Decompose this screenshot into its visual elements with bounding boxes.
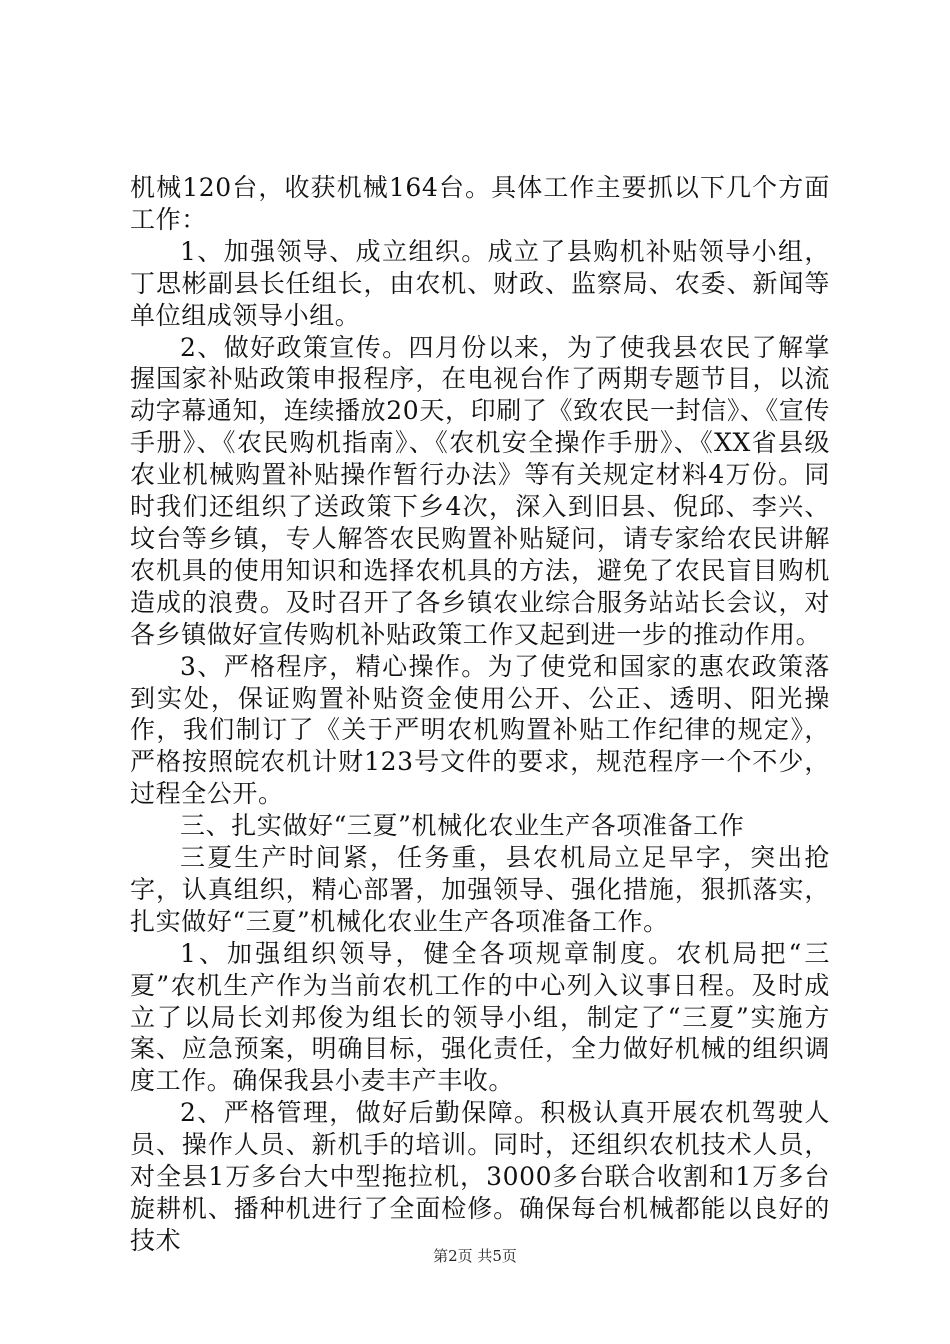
paragraph-organization: 1、加强组织领导，健全各项规章制度。农机局把“三夏”农机生产作为当前农机工作的中心列入议事日程。及时成立了以局长刘邦俊为组长的领导小组，制定了“三夏”实施方案、应急预案，明确目标，强化责任，全力做好机械的组织调度工作。确保我县小麦丰产丰收。 (130, 938, 830, 1096)
section-heading: 三、扎实做好“三夏”机械化农业生产各项准备工作 (180, 811, 745, 841)
document-body (130, 172, 830, 1257)
paragraph-logistics: 2、严格管理，做好后勤保障。积极认真开展农机驾驶人员、操作人员、新机手的培训。同时，还组织农机技术人员，对全县1万多台大中型拖拉机，3000多台联合收割和1万多台旋耕机、播种机进行了全面检修。确保每台机械都能以良好的技术 (130, 1098, 830, 1255)
paragraph-sanxia-intro: 三夏生产时间紧，任务重，县农机局立足早字，突出抢字，认真组织，精心部署，加强领导、强化措施，狠抓落实，扎实做好“三夏”机械化农业生产各项准备工作。 (130, 843, 830, 936)
paragraph-continuation: 机械120台，收获机械164台。具体工作主要抓以下几个方面工作： (130, 173, 830, 234)
paragraph-leadership: 1、加强领导、成立组织。成立了县购机补贴领导小组，丁思彬副县长任组长，由农机、财政、监察局、农委、新闻等单位组成领导小组。 (130, 236, 830, 330)
paragraph-strict-procedure: 3、严格程序，精心操作。为了使党和国家的惠农政策落到实处，保证购置补贴资金使用公开、公正、透明、阳光操作，我们制订了《关于严明农机购置补贴工作纪律的规定》，严格按照皖农机计财123号文件的要求，规范程序一个不少，过程全公开。 (130, 651, 830, 809)
paragraph-policy-promotion: 2、做好政策宣传。四月份以来，为了使我县农民了解掌握国家补贴政策申报程序，在电视台作了两期专题节目，以流动字幕通知，连续播放20天，印刷了《致农民一封信》、《宣传手册》、《农民购机指南》、《农机安全操作手册》、《XX省县级农业机械购置补贴操作暂行办法》等有关规定材料4万份。同时我们还组织了送政策下乡4次，深入到旧县、倪邱、李兴、坟台等乡镇，专人解答农民购置补贴疑问，请专家给农民讲解农机具的使用知识和选择农机具的方法，避免了农民盲目购机造成的浪费。及时召开了各乡镇农业综合服务站站长会议，对各乡镇做好宣传购机补贴政策工作又起到进一步的推动作用。 (130, 332, 830, 649)
page-number-footer: 第2页 共5页 (433, 1247, 517, 1265)
